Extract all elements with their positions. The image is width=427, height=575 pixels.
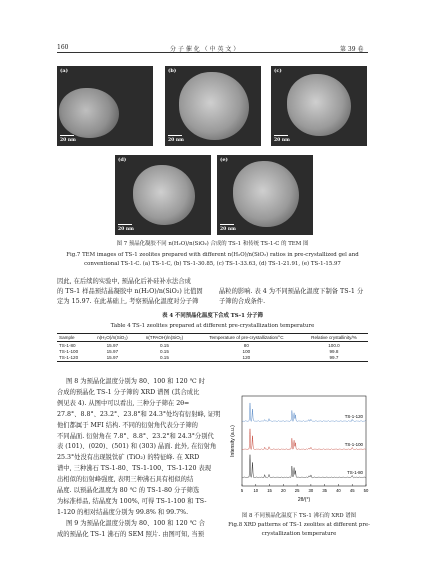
table-cell: 100: [242, 348, 251, 354]
para2-line: 不同晶面. 衍射角在 7.8°、8.8°、23.2°和 24.3°分别代: [57, 432, 214, 440]
x-tick-label: 45: [349, 488, 355, 493]
journal-name: 分 子 催 化 （ 中 英 文 ）: [170, 46, 240, 53]
table-header-cell: Temperature of pre-crystallization/°C: [193, 334, 300, 342]
scale-label: 20 nm: [60, 138, 76, 143]
series-label: TS-1-120: [344, 413, 363, 419]
table-cell: 0.15: [159, 342, 169, 348]
tem-panel-b: [165, 66, 261, 146]
table-cell: 0.15: [136, 354, 193, 361]
scale-bar: [274, 135, 288, 136]
table-cell: 100.0: [328, 342, 340, 348]
table-cell: 15.97: [89, 354, 136, 361]
x-axis-label: 2θ/(°): [297, 497, 311, 503]
table4-title-en: Table 4 TS-1 zeolites prepared at different pre-crystallization temperature: [110, 323, 315, 329]
tem-panel-d: [115, 155, 211, 235]
table-cell: 99.8: [329, 348, 339, 354]
tem-panel-e: [217, 155, 313, 235]
panel-label: (d): [118, 157, 127, 163]
series-label: TS-1-80: [347, 470, 363, 475]
table-header-cell: Sample: [57, 334, 89, 342]
x-tick-label: 20: [280, 488, 286, 493]
table-cell: TS-1-120: [57, 354, 89, 361]
table-cell: 80: [243, 342, 249, 348]
para2-line: 成的预晶化 TS-1 沸石的 SEM 照片. 由图可知, 当预: [57, 530, 204, 538]
figure8-caption-en-2: crystallization temperature: [261, 531, 337, 537]
para2-line: 1-120 的相对结晶度分别为 99.8% 和 99.7%.: [57, 508, 189, 516]
panel-label: (e): [220, 157, 228, 163]
table-row: [57, 342, 368, 349]
tem-panel-a: [57, 66, 153, 146]
table-header-cell: n(H₂O)/n(SiO₂): [89, 334, 136, 342]
x-tick-label: 40: [336, 488, 341, 493]
figure8-caption-en-1: Fig.8 XRD patterns of TS-1 zeolites at different pre-: [228, 522, 370, 528]
scale-label: 20 nm: [220, 227, 236, 232]
table-cell: 15.97: [106, 348, 119, 354]
figure7-caption-cn: 图 7 预晶化凝胶不同 n(H₂O)/n(SiO₂) 合成的 TS-1 和传统 TS-1-C 的 TEM 图: [116, 241, 309, 247]
table4-title-cn: 表 4 不同预晶化温度下合成 TS-1 分子筛: [162, 313, 263, 319]
panel-label: (b): [168, 68, 177, 74]
table-cell: TS-1-100: [59, 348, 79, 354]
para2-line: 他们都属于 MFI 结构. 不同的衍射角代表分子筛的: [57, 421, 198, 429]
table4: [57, 333, 368, 362]
para2-line: 晶度. 以预晶化温度为 80 ℃ 的 TS-1-80 分子筛选: [57, 487, 200, 494]
header-rule: [57, 52, 368, 53]
para2-line: 27.8°、8.8°、23.2°、23.8°和 24.3°处均有衍射峰, 证明: [57, 410, 221, 418]
scale-label: 20 nm: [118, 227, 134, 232]
series-line-ts-1-120: [242, 403, 366, 422]
para2-line: 出相似的衍射峰强度, 表明三种沸石具有相似的结: [57, 476, 194, 484]
para2-line: 图 9 为预晶化温度分别为 80、100 和 120 ℃ 合: [66, 519, 205, 527]
para2-line: 25.3°处没有出现锐钛矿 (TiO₂) 的特征峰. 在 XRD: [57, 454, 200, 462]
para2-line: 谱中, 三种沸石 TS-1-80、TS-1-100、TS-1-120 表现: [57, 465, 212, 473]
table-cell: 99.7: [300, 354, 368, 361]
volume-label: 第 39 卷: [340, 46, 364, 53]
table-header-cell: n(TPAOH)/n(SiO₂): [136, 334, 193, 342]
scale-label: 20 nm: [168, 138, 184, 143]
x-tick-label: 50: [363, 488, 369, 493]
panel-label: (c): [274, 68, 282, 74]
figure7-caption-en-1: Fig.7 TEM images of TS-1 zeolites prepared with different n(H₂O)/n(SiO₂) ratios in pre-crystallized gel and: [66, 252, 359, 258]
para1-left-line1: 因此, 在后续的实验中, 预晶化后补硅补水法合成: [57, 278, 191, 285]
scale-bar: [118, 224, 132, 225]
para1-left-line2: 的 TS-1 样品预结晶凝胶中 n(H₂O)/n(SiO₂) 比值固: [57, 288, 203, 295]
scale-label: 20 nm: [274, 138, 290, 143]
table-header-cell: Relative crystallinity/%: [300, 334, 368, 342]
x-tick-label: 25: [294, 488, 300, 493]
panel-label: (a): [60, 68, 68, 74]
tem-panel-c: [271, 66, 367, 146]
x-tick-label: 15: [267, 488, 272, 493]
table-cell: 120: [193, 354, 300, 361]
xrd-chart: [228, 392, 370, 504]
para2-line: 表 (101)、(020)、(501) 和 (303) 晶面. 此外, 在衍射角: [57, 443, 217, 451]
figure8-caption-cn: 图 8 不同预晶化温度下 TS-1 沸石的 XRD 谱图: [241, 513, 357, 519]
page-number: 160: [57, 44, 69, 51]
scale-bar: [60, 135, 74, 136]
x-tick-label: 30: [308, 488, 314, 493]
table-cell: 15.97: [106, 342, 119, 348]
para2-line: 图 8 为预晶化温度分别为 80、100 和 120 ℃ 时: [66, 378, 205, 385]
table-row: [57, 354, 368, 361]
table-cell: 0.15: [159, 348, 169, 354]
table-header-row: [57, 334, 368, 342]
para1-right-line2: 子筛的合成条件.: [219, 298, 266, 305]
table-cell: TS-1-80: [59, 342, 76, 348]
para2-line: 为标准样品, 结晶度为 100%, 可得 TS-1-100 和 TS-: [57, 497, 207, 505]
series-label: TS-1-100: [344, 441, 363, 447]
scale-bar: [220, 224, 234, 225]
para2-line: 合成的预晶化 TS-1 分子筛的 XRD 谱图 (其合成比: [57, 388, 200, 396]
para1-right-line1: 晶粒的影响. 表 4 为不同预晶化温度下制备 TS-1 分: [219, 288, 364, 295]
para2-line: 例见表 4). 从图中可以看出, 三种分子筛在 2θ=: [57, 399, 190, 407]
x-tick-label: 35: [322, 488, 328, 493]
y-axis-label: Intensity (a.u.): [230, 425, 236, 457]
figure7-caption-en-2: conventional TS-1-C. (a) TS-1-C, (b) TS-1-30.85, (c) TS-1-33.63, (d) TS-1-21.91, (e) TS-1-15.97: [84, 261, 341, 267]
x-tick-label: 5: [240, 488, 244, 493]
x-tick-label: 10: [253, 488, 259, 493]
scale-bar: [168, 135, 182, 136]
para1-left-line3: 定为 15.97. 在此基础上, 考察预晶化温度对分子筛: [57, 298, 199, 305]
